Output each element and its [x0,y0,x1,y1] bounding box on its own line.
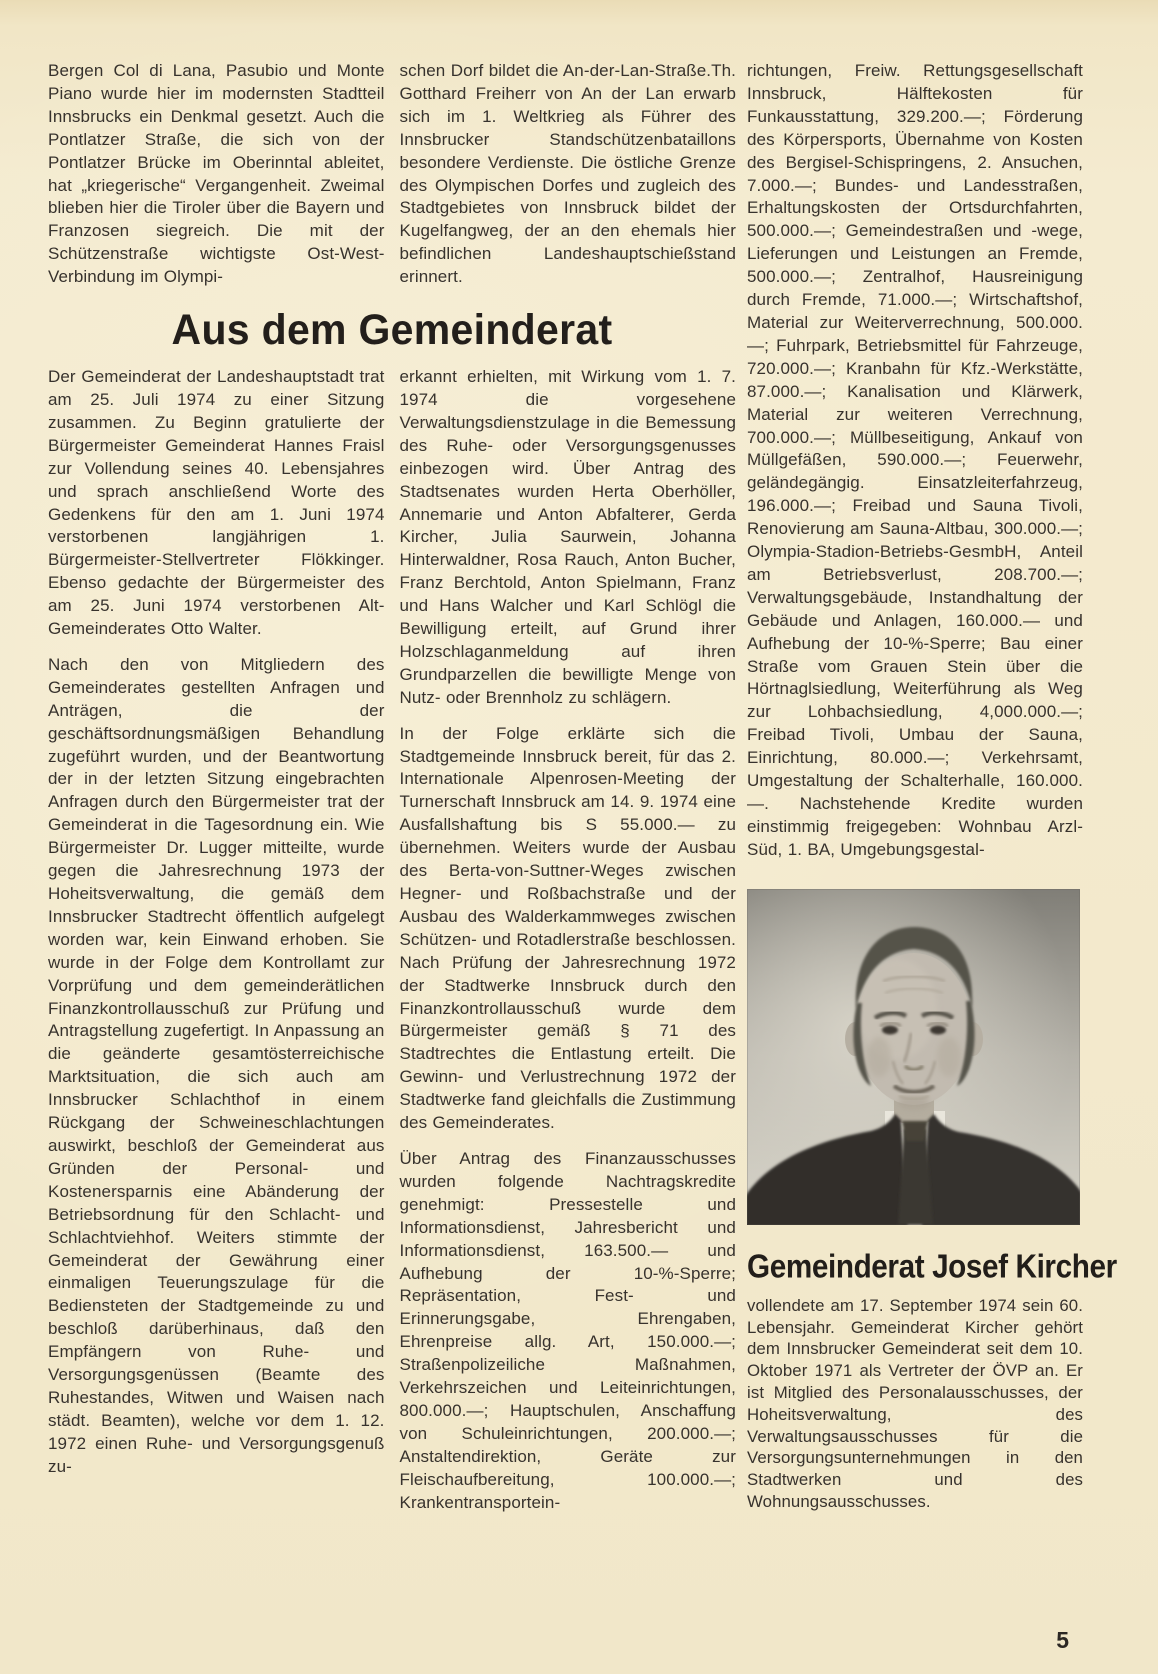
article-col-right [747,60,1117,1654]
portrait-photo [747,889,1080,1225]
article-paragraph: Der Gemeinderat der Landeshauptstadt trat am 25. Juli 1974 zu einer Sitzung zusammen. Zu Beginn gratulierte der Bürgermeister Gemeinderat Hannes Fraisl zur Vollendung seines 40. Lebensjahres und sprach anschließend Worte des Gedenkens für den am 1. Juni 1974 verstorbenen langjährigen 1. Bürgermeister-Stellvertreter Flökkinger. Ebenso gedachte der Bürgermeister des am 25. Juni 1974 verstorbenen Alt-Gemeinderates Otto Walter. [48,367,385,639]
article-paragraph: In der Folge erklärte sich die Stadtgemeinde Innsbruck bereit, für das 2. Internationale Alpenrosen-Meeting der Turnerschaft Innsbruck am 14. 9. 1974 eine Ausfallshaftung bis S 55.000.— zu übernehmen. Weiters wurde der Ausbau des Berta-von-Suttner-Weges zwischen Hegner- und Roßbachstraße und der Ausbau des Walderkammweges zwischen Schützen- und Rotadlerstraße beschlossen. Nach Prüfung der Jahresrechnung 1972 der Stadtwerke Innsbruck durch den Finanzkontrollausschuß wurde dem Bürgermeister gemäß § 71 des Stadtrechtes die Entlastung erteilt. Die Gewinn- und Verlustrechnung 1972 der Stadtwerke fand gleichfalls die Zustimmung des Gemeinderates. [399,723,736,1133]
article-paragraph: Nach den von Mitgliedern des Gemeinderates gestellten Anfragen und Anträgen, die der geschäftsordnungsmäßigen Behandlung zugeführt wurden, und der Beantwortung der in der letzten Sitzung eingebrachten Anfragen durch den Bürgermeister trat der Gemeinderat in die Tagesordnung ein. Wie Bürgermeister Dr. Lugger mitteilte, wurde gegen die Jahresrechnung 1973 der Hoheitsverwaltung, die gemäß dem Innsbrucker Stadtrecht öffentlich aufgelegt worden war, kein Einwand erhoben. Sie wurde in der Folge dem Kontrollamt zur Vorprüfung und dem gemeinderätlichen Finanzkontrollausschuß zur Prüfung und Antragstellung zugefertigt. In Anpassung an die geänderte gesamtösterreichische Marktsituation, die sich auch am Innsbrucker Schlachthof in einem Rückgang der Schweineschlachtungen auswirkt, beschloß der Gemeinderat aus Gründen der Personal- und Kostenersparnis eine Abänderung der Betriebsordnung für den Schlacht- und Schlachtviehhof. Weiters stimmte der Gemeinderat der Gewährung einer einmaligen Teuerungszulage für die Bediensteten der Stadtgemeinde zu und beschloß darüberhinaus, daß den Empfängern von Ruhe- und Versorgungsgenüssen (Beamte des Ruhestandes, Witwen und Waisen nach städt. Beamten), welche vor dem 1. 12. 1972 einen Ruhe- und Versorgungsgenuß zu- [48,654,385,1476]
article-col-left [48,366,385,1514]
article-headline: Aus dem Gemeinderat [171,305,613,354]
article-col-middle [400,366,737,1514]
photo-caption-text: vollendete am 17. September 1974 sein 60. Lebensjahr. Gemeinderat Kircher gehört dem Innsbrucker Gemeinderat seit dem 10. Oktober 1971 als Vertreter der ÖVP an. Er ist Mitglied des Personalausschusses, der Hoheitsverwaltung, des Verwaltungsausschusses für die Versorgungsunternehmungen in den Stadtwerken und des Wohnungsausschusses. [747,1295,1083,1511]
top-article-paragraph: Bergen Col di Lana, Pasubio und Monte Piano wurde hier im modernsten Stadtteil Innsbrucks ein Denkmal gesetzt. Auch die Pontlatzer Straße, die sich von der Pontlatzer Brücke im Oberinntal ableitet, hat „kriegerische“ Vergangenheit. Zweimal blieben hier die Tiroler über die Bayern und Franzosen siegreich. Die mit der Schützenstraße wichtigste Ost-West-Verbindung im Olympi- [48,61,385,287]
article-paragraph: Über Antrag des Finanzausschusses wurden folgende Nachtragskredite genehmigt: Pressestelle und Informationsdienst, Jahresbericht und Informationsdienst, 163.500.— und Aufhebung der 10-%-Sperre; Repräsentation, Fest- und Erinnerungsgabe, Ehrengaben, Ehrenpreise allg. Art, 150.000.—; Straßenpolizeiliche Maßnahmen, Verkehrszeichen und Leiteinrichtungen, 800.000.—; Hauptschulen, Anschaffung von Schuleinrichtungen, 200.000.—; Anstaltendirektion, Geräte zur Fleischaufbereitung, 100.000.—; Krankentransportein- [399,1148,736,1512]
photo-caption-title: Gemeinderat Josef Kircher [747,1248,1117,1286]
top-article-col1 [48,60,385,289]
main-article-area [48,60,736,1514]
top-article [48,60,736,289]
top-article-text: schen Dorf bildet die An-der-Lan-Straße. Gotthard Freiherr von An der Lan erwarb sich im 1. Weltkrieg als Führer des Innsbrucker Standschützenbataillons besondere Verdienste. Die östliche Grenze des Olympischen Dorfes und zugleich des Stadtgebietes von Innsbruck bildet der Kugelfangweg, der an den ehemals hier befindlichen Landeshauptschießstand erinnert. [399,61,736,287]
page-number: 5 [1056,1627,1069,1653]
article-body [48,366,736,1514]
article-paragraph: richtungen, Freiw. Rettungsgesellschaft Innsbruck, Hälftekosten für Funkausstattung, 329.200.—; Förderung des Körpersports, Übernahme von Kosten des Bergisel-Schispringens, 2. Ansuchen, 7.000.—; Bundes- und Landesstraßen, Erhaltungskosten der Ortsdurchfahrten, 500.000.—; Gemeindestraßen und -wege, Lieferungen und Leistungen an Fremde, 500.000.—; Zentralhof, Hausreinigung durch Fremde, 71.000.—; Wirtschaftshof, Material zur Weiterverrechnung, 500.000.—; Fuhrpark, Betriebsmittel für Fahrzeuge, 720.000.—; Kranbahn für Kfz.-Werkstätte, 87.000.—; Kanalisation und Klärwerk, Material zur weiteren Verrechnung, 700.000.—; Müllbeseitigung, Ankauf von Müllgefäßen, 590.000.—; Feuerwehr, geländegängig. Einsatzleiterfahrzeug, 196.000.—; Freibad und Sauna Tivoli, Renovierung am Sauna-Altbau, 300.000.—; Olympia-Stadion-Betriebs-GesmbH, Anteil am Betriebsverlust, 208.700.—; Verwaltungsgebäude, Instandhaltung der Gebäude und Anlagen, 160.000.— und Aufhebung der 10-%-Sperre; Bau einer Straße vom Grauen Stein über die Hörtnaglsiedlung, Weiterführung als Weg zur Lohbachsiedlung, 4,000.000.—; Freibad Tivoli, Umbau der Sauna, Einrichtung, 80.000.—; Verkehrsamt, Umgestaltung der Schalterhalle, 160.000.—. Nachstehende Kredite wurden einstimmig freigegeben: Wohnbau Arzl-Süd, 1. BA, Umgebungsgestal- [747,61,1083,859]
author-initials: Th. [711,61,736,80]
article-paragraph: erkannt erhielten, mit Wirkung vom 1. 7. 1974 die vorgesehene Verwaltungsdienstzulage in die Bemessung des Ruhe- oder Versorgungsgenusses einbezogen wird. Über Antrag des Stadtsenates wurden Herta Oberhöller, Annemarie und Anton Abfalterer, Gerda Kircher, Julia Saurwein, Johanna Hinterwaldner, Rosa Rauch, Anton Bucher, Franz Berchtold, Anton Spielmann, Franz und Hans Walcher und Karl Schlögl die Bewilligung erteilt, auf Grund ihrer Holzschlaganmeldung auf ihren Grundparzellen die bewilligte Menge von Nutz- oder Brennholz zu schlägern. [399,367,736,707]
top-article-paragraph [400,60,737,289]
top-article-col2 [400,60,737,289]
